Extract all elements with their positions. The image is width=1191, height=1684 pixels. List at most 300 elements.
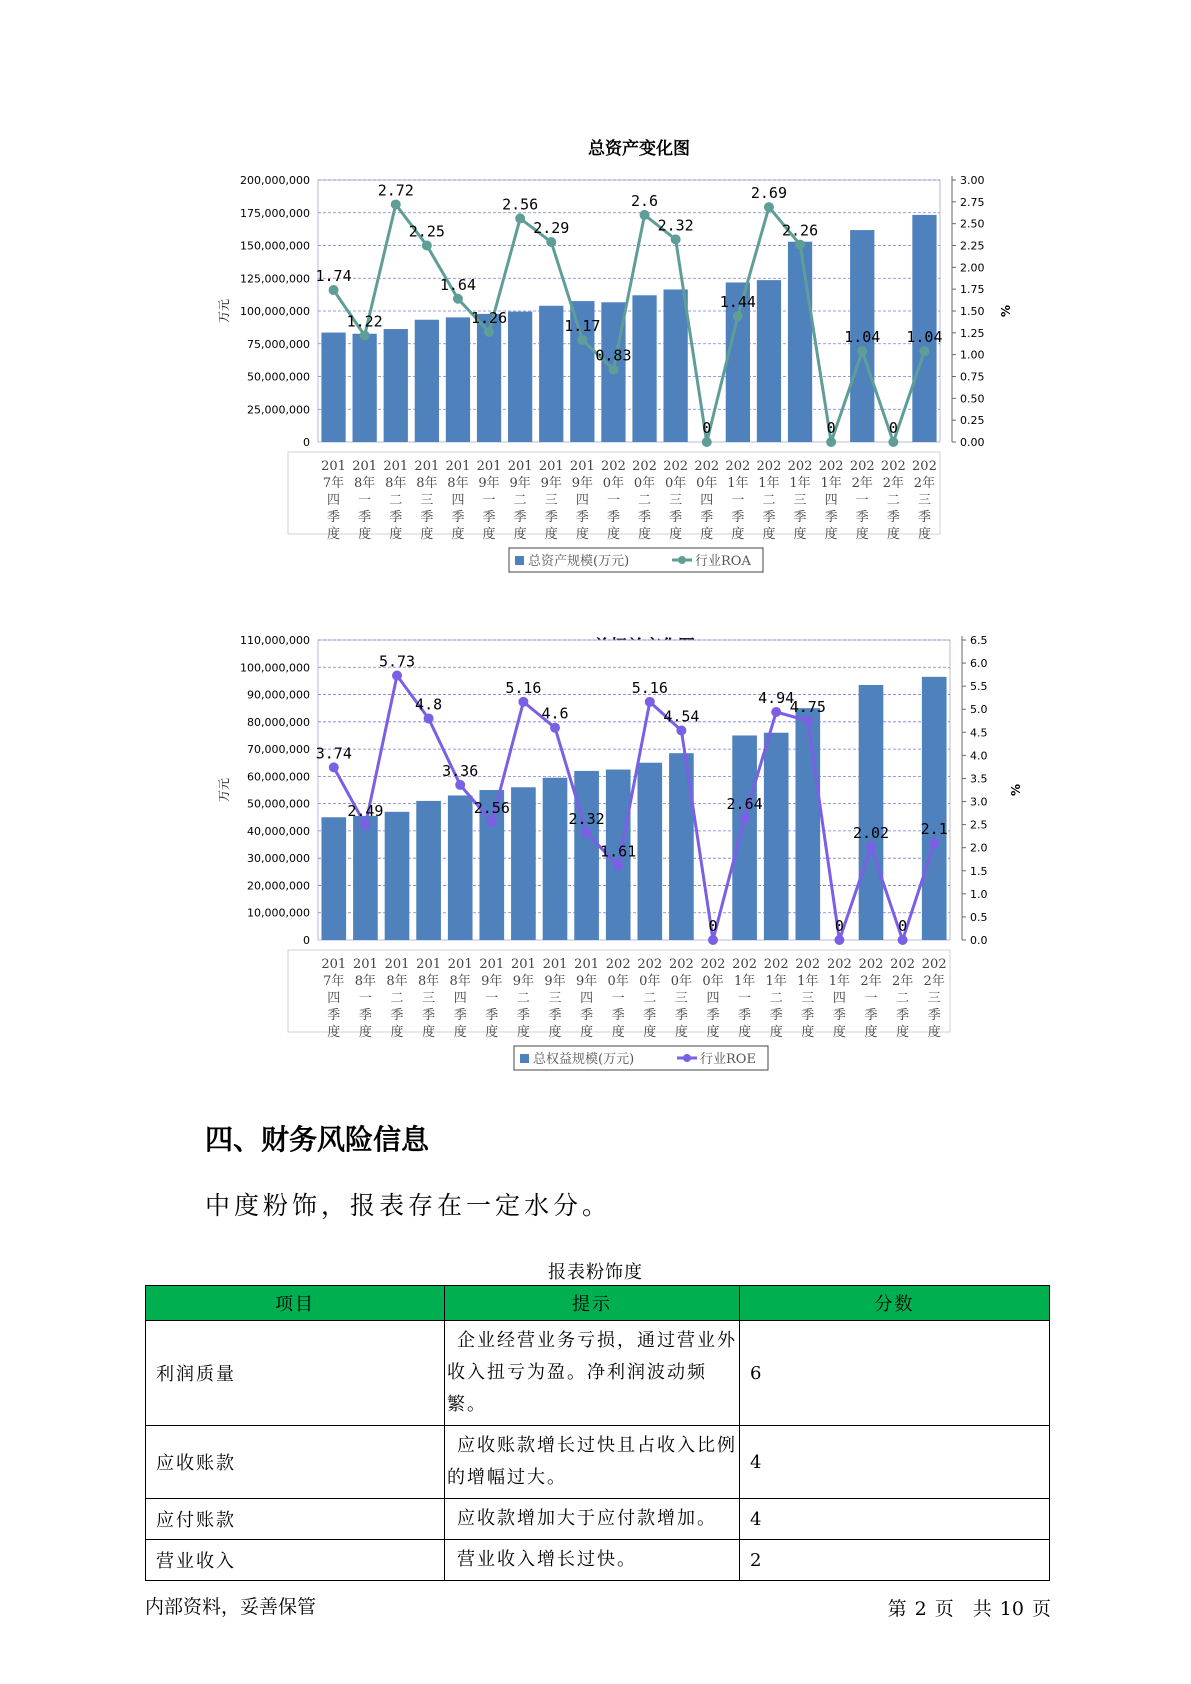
x-tick-label: 四 [706,991,720,1006]
x-tick-label: 一 [738,991,752,1006]
x-tick-label: 季 [420,510,434,525]
x-tick-label: 一 [611,991,625,1006]
x-tick-label: 201 [569,459,595,474]
risk-table [145,1285,1050,1581]
line-point [360,330,370,340]
line-point [888,437,898,447]
y-left-axis-label: 万元 [217,298,231,324]
x-tick-label: 201 [510,957,536,972]
y-right-tick-label: 4.5 [970,726,988,740]
x-tick-label: 1年 [733,974,756,989]
x-tick-label: 202 [725,459,751,474]
line-point [518,697,528,707]
y-right-tick-label: 1.00 [960,348,985,362]
x-tick-label: 度 [864,1025,878,1040]
line-point [392,671,402,681]
data-label: 2.6 [631,191,659,210]
x-tick-label: 度 [513,527,527,542]
x-tick-label: 0年 [607,974,629,989]
x-tick-label: 7年 [323,974,345,989]
x-tick-label: 季 [390,1008,404,1023]
row-score: 4 [740,1499,1050,1540]
data-label: 2.02 [852,823,890,842]
row-item: 应付账款 [146,1499,445,1540]
data-label: 2.69 [750,184,788,203]
x-tick-label: 201 [538,459,564,474]
y-left-tick-label: 125,000,000 [240,272,310,286]
x-tick-label: 一 [731,493,745,508]
x-tick-label: 201 [384,957,410,972]
y-left-tick-label: 200,000,000 [240,174,310,187]
data-label: 5.16 [631,678,668,697]
data-label: 1.04 [844,328,881,347]
data-label: 2.29 [533,219,570,238]
y-left-tick-label: 20,000,000 [247,879,310,893]
x-tick-label: 三 [801,991,815,1006]
data-label: 2.1 [920,820,948,839]
table-row [146,1321,1050,1426]
x-tick-label: 0年 [670,974,693,989]
x-tick-label: 季 [793,510,807,525]
x-tick-label: 季 [358,1008,372,1023]
x-tick-label: 201 [447,957,473,972]
x-tick-label: 度 [674,1025,688,1040]
y-right-tick-label: 6.5 [970,634,988,647]
x-tick-label: 202 [663,459,689,474]
x-tick-label: 三 [544,493,558,508]
x-tick-label: 201 [321,957,347,972]
x-tick-label: 1年 [828,974,851,989]
data-label: 0 [834,917,844,935]
line-point [919,346,929,356]
x-tick-label: 四 [327,991,341,1006]
y-right-tick-label: 1.50 [960,305,985,318]
risk-summary: 中度粉饰，报表存在一定水分。 [205,1191,612,1220]
x-tick-label: 季 [643,1008,657,1023]
y-left-tick-label: 25,000,000 [247,403,310,417]
data-label: 3.36 [442,761,479,780]
x-tick-label: 9年 [509,476,531,491]
x-tick-label: 度 [390,1025,404,1040]
x-tick-label: 201 [542,957,568,972]
line-point [455,780,465,790]
x-tick-label: 202 [849,459,875,474]
x-tick-label: 8年 [385,476,407,491]
y-right-tick-label: 0.5 [970,910,988,924]
x-tick-label: 季 [516,1008,530,1023]
x-tick-label: 度 [855,527,869,542]
x-tick-label: 0年 [633,476,656,491]
x-tick-label: 2年 [882,476,904,491]
data-label: 0 [708,917,718,935]
bar [637,763,662,940]
x-tick-label: 9年 [544,974,566,989]
y-right-tick-label: 0.0 [970,934,988,947]
x-tick-label: 四 [832,991,846,1006]
bar [757,280,781,442]
x-tick-label: 8年 [386,974,408,989]
x-tick-label: 四 [580,991,594,1006]
line-point [613,861,623,871]
x-tick-label: 201 [574,957,600,972]
y-left-tick-label: 70,000,000 [247,743,310,757]
x-tick-label: 季 [769,1008,783,1023]
x-tick-label: 201 [383,459,409,474]
x-tick-label: 0年 [702,974,724,989]
x-tick-label: 季 [513,510,527,525]
line-point [329,762,339,772]
x-tick-label: 三 [669,493,683,508]
total-equity-chart [0,628,1191,1098]
x-tick-label: 201 [479,957,505,972]
row-item: 营业收入 [146,1540,445,1581]
y-left-tick-label: 75,000,000 [247,337,310,351]
x-tick-label: 度 [453,1025,467,1040]
line-point [733,311,743,321]
x-tick-label: 度 [917,527,931,542]
y-right-tick-label: 3.5 [970,772,988,786]
x-tick-label: 季 [611,1008,625,1023]
x-tick-label: 四 [327,493,341,508]
x-tick-label: 2年 [913,476,936,491]
x-tick-label: 二 [643,991,657,1006]
x-tick-label: 一 [485,991,499,1006]
row-score: 2 [740,1540,1050,1581]
y-left-tick-label: 150,000,000 [240,239,310,253]
header-item: 项目 [146,1286,445,1321]
x-tick-label: 季 [700,510,714,525]
bar [446,317,470,442]
header-score: 分数 [740,1286,1050,1321]
x-tick-label: 四 [824,493,838,508]
x-tick-label: 季 [762,510,776,525]
x-tick-label: 度 [669,527,683,542]
x-tick-label: 202 [826,957,852,972]
line-point [487,817,497,827]
x-tick-label: 度 [801,1025,815,1040]
x-tick-label: 202 [756,459,782,474]
y-right-tick-label: 0.50 [960,392,985,406]
x-tick-label: 9年 [481,974,503,989]
x-tick-label: 季 [389,510,403,525]
total-assets-chart-svg [0,130,1191,600]
y-right-axis-label: % [1009,783,1023,797]
bar [632,295,656,442]
x-tick-label: 季 [886,510,900,525]
line-point [582,828,592,838]
x-tick-label: 202 [921,957,947,972]
line-point [764,202,774,212]
x-tick-label: 1年 [765,974,787,989]
x-tick-label: 度 [762,527,776,542]
y-left-tick-label: 0 [303,934,310,947]
x-tick-label: 度 [422,1025,436,1040]
x-tick-label: 一 [855,493,869,508]
x-tick-label: 8年 [447,476,469,491]
bar [664,289,688,442]
x-tick-label: 度 [769,1025,783,1040]
y-left-tick-label: 30,000,000 [247,852,310,866]
data-label: 2.56 [473,798,510,817]
bar [353,816,378,940]
x-tick-label: 202 [912,459,937,474]
line-point [834,935,844,945]
x-tick-label: 8年 [354,974,377,989]
x-tick-label: 季 [638,510,652,525]
x-tick-label: 8年 [354,476,376,491]
x-tick-label: 度 [485,1025,499,1040]
x-tick-label: 季 [548,1008,562,1023]
header-hint: 提示 [445,1286,740,1321]
bar [764,733,789,940]
x-tick-label: 1年 [727,476,749,491]
x-tick-label: 0年 [665,476,687,491]
y-left-tick-label: 40,000,000 [247,824,310,838]
legend-label-line: 行业ROE [700,1052,756,1067]
x-tick-label: 7年 [322,476,345,491]
footer-page-number: 第 2 页 共 10 页 [887,1598,1051,1620]
row-score: 6 [740,1321,1050,1426]
x-tick-label: 度 [731,527,745,542]
data-label: 0 [826,419,836,437]
x-tick-label: 二 [516,991,530,1006]
y-right-tick-label: 0.75 [960,370,985,384]
x-tick-label: 202 [890,957,916,972]
x-tick-label: 季 [575,510,589,525]
x-tick-label: 季 [451,510,465,525]
row-score: 4 [740,1426,1050,1499]
bar [416,801,441,940]
x-tick-label: 201 [507,459,533,474]
x-tick-label: 一 [358,991,372,1006]
line-point [422,241,432,251]
x-tick-label: 二 [390,991,404,1006]
y-left-tick-label: 90,000,000 [247,688,310,702]
x-tick-label: 季 [674,1008,688,1023]
y-left-tick-label: 0 [303,436,310,449]
x-tick-label: 三 [548,991,562,1006]
line-point [803,716,813,726]
row-item: 利润质量 [146,1321,445,1426]
row-hint: 企业经营业务亏损，通过营业外收入扭亏为盈。净利润波动频繁。 [445,1321,740,1426]
x-tick-label: 二 [896,991,910,1006]
x-tick-label: 一 [358,493,372,508]
legend-swatch-bar [515,556,524,565]
x-tick-label: 三 [917,493,931,508]
line-point [702,437,712,447]
data-label: 2.64 [726,795,763,814]
x-tick-label: 2年 [891,974,914,989]
y-right-tick-label: 3.0 [970,795,988,809]
data-label: 4.54 [663,707,700,726]
x-tick-label: 季 [453,1008,467,1023]
x-tick-label: 三 [927,991,941,1006]
x-tick-label: 季 [855,510,869,525]
x-tick-label: 度 [606,527,620,542]
y-right-tick-label: 5.0 [970,703,988,717]
footer-confidential: 内部资料，妥善保管 [145,1596,317,1618]
y-right-tick-label: 5.5 [970,680,988,694]
x-tick-label: 1年 [820,476,842,491]
line-point [577,335,587,345]
data-label: 4.8 [415,695,443,714]
x-tick-label: 度 [824,527,838,542]
x-tick-label: 度 [327,527,341,542]
x-tick-label: 三 [793,493,807,508]
row-hint: 营业收入增长过快。 [445,1540,740,1581]
x-tick-label: 三 [422,991,436,1006]
bar [508,312,532,442]
x-tick-label: 度 [544,527,558,542]
x-tick-label: 度 [896,1025,910,1040]
data-label: 1.64 [439,275,477,294]
y-right-tick-label: 2.25 [960,239,985,253]
total-assets-chart [0,130,1191,600]
data-label: 1.61 [600,842,637,861]
data-label: 1.17 [564,316,601,335]
x-tick-label: 202 [732,957,758,972]
x-tick-label: 四 [700,493,714,508]
y-left-tick-label: 100,000,000 [240,305,310,318]
x-tick-label: 二 [769,991,783,1006]
x-tick-label: 二 [886,493,900,508]
x-tick-label: 202 [637,957,663,972]
x-tick-label: 季 [544,510,558,525]
bar [321,817,346,940]
data-label: 4.6 [541,704,569,723]
y-left-tick-label: 110,000,000 [240,634,310,647]
data-label: 4.94 [758,689,795,707]
data-label: 0 [702,419,712,437]
x-tick-label: 度 [638,527,652,542]
y-right-tick-label: 3.00 [960,174,985,187]
line-point [671,234,681,244]
bar [732,735,757,940]
x-tick-label: 度 [738,1025,752,1040]
x-tick-label: 二 [389,493,403,508]
x-tick-label: 季 [358,510,372,525]
x-tick-label: 202 [700,957,726,972]
x-tick-label: 季 [824,510,838,525]
data-label: 1.04 [906,328,943,347]
y-right-tick-label: 2.5 [970,818,988,832]
y-left-tick-label: 50,000,000 [247,370,310,384]
data-label: 5.73 [378,652,416,671]
x-tick-label: 度 [451,527,465,542]
x-tick-label: 四 [575,493,589,508]
y-right-axis-label: % [999,304,1013,318]
x-tick-label: 8年 [449,974,471,989]
line-point [645,697,655,707]
legend-swatch-marker [678,556,686,564]
line-point [740,813,750,823]
data-label: 1.74 [315,267,352,286]
x-tick-label: 202 [694,459,720,474]
x-tick-label: 三 [420,493,434,508]
bar [859,685,884,940]
y-right-tick-label: 0.00 [960,436,985,449]
y-right-tick-label: 6.0 [970,657,988,671]
x-tick-label: 度 [420,527,434,542]
x-tick-label: 202 [601,459,626,474]
x-tick-label: 201 [476,459,502,474]
x-tick-label: 季 [927,1008,941,1023]
line-point [640,210,650,220]
bar [384,329,408,442]
chart-title: 总资产变化图 [588,139,690,159]
x-tick-label: 季 [864,1008,878,1023]
bar [415,320,439,442]
data-label: 4.75 [789,697,826,716]
y-right-tick-label: 1.75 [960,283,985,297]
total-equity-chart-svg [0,628,1191,1098]
data-label: 2.56 [502,195,539,214]
y-right-tick-label: 1.5 [970,864,988,878]
x-tick-label: 202 [763,957,789,972]
x-tick-label: 度 [706,1025,720,1040]
x-tick-label: 季 [606,510,620,525]
x-tick-label: 201 [445,459,471,474]
y-left-tick-label: 100,000,000 [240,661,310,675]
bar [321,333,345,442]
line-point [826,437,836,447]
x-tick-label: 度 [358,1025,372,1040]
x-tick-label: 0年 [602,476,625,491]
x-tick-label: 度 [358,527,372,542]
row-hint: 应收款增加大于应付款增加。 [445,1499,740,1540]
line-point [484,327,494,337]
bar [385,812,410,940]
y-left-tick-label: 175,000,000 [240,206,310,220]
table-caption: 报表粉饰度 [548,1262,643,1283]
x-tick-label: 202 [858,957,884,972]
legend-label-bar: 总权益规模(万元) [533,1052,635,1067]
x-tick-label: 二 [638,493,652,508]
line-point [550,723,560,733]
x-tick-label: 202 [880,459,906,474]
x-tick-label: 9年 [478,476,500,491]
bar [539,306,563,442]
data-label: 2.32 [568,809,605,828]
x-tick-label: 度 [389,527,403,542]
line-point [676,725,686,735]
x-tick-label: 202 [632,459,657,474]
x-tick-label: 三 [674,991,688,1006]
x-tick-label: 季 [482,510,496,525]
bar [543,778,568,940]
table-row [146,1540,1050,1581]
x-tick-label: 季 [422,1008,436,1023]
x-tick-label: 8年 [416,476,438,491]
x-tick-label: 201 [321,459,346,474]
x-tick-label: 201 [416,957,442,972]
y-right-tick-label: 4.0 [970,749,988,763]
line-point [608,365,618,375]
x-tick-label: 0年 [696,476,718,491]
y-left-tick-label: 80,000,000 [247,715,310,729]
x-tick-label: 季 [327,1008,341,1023]
x-tick-label: 季 [327,510,341,525]
bar [795,708,820,940]
y-right-tick-label: 2.50 [960,217,985,231]
line-point [708,935,718,945]
y-right-tick-label: 2.75 [960,195,985,209]
bar [353,334,377,442]
line-point [360,820,370,830]
x-tick-label: 8年 [417,974,440,989]
y-right-tick-label: 2.00 [960,261,985,275]
x-tick-label: 202 [787,459,813,474]
